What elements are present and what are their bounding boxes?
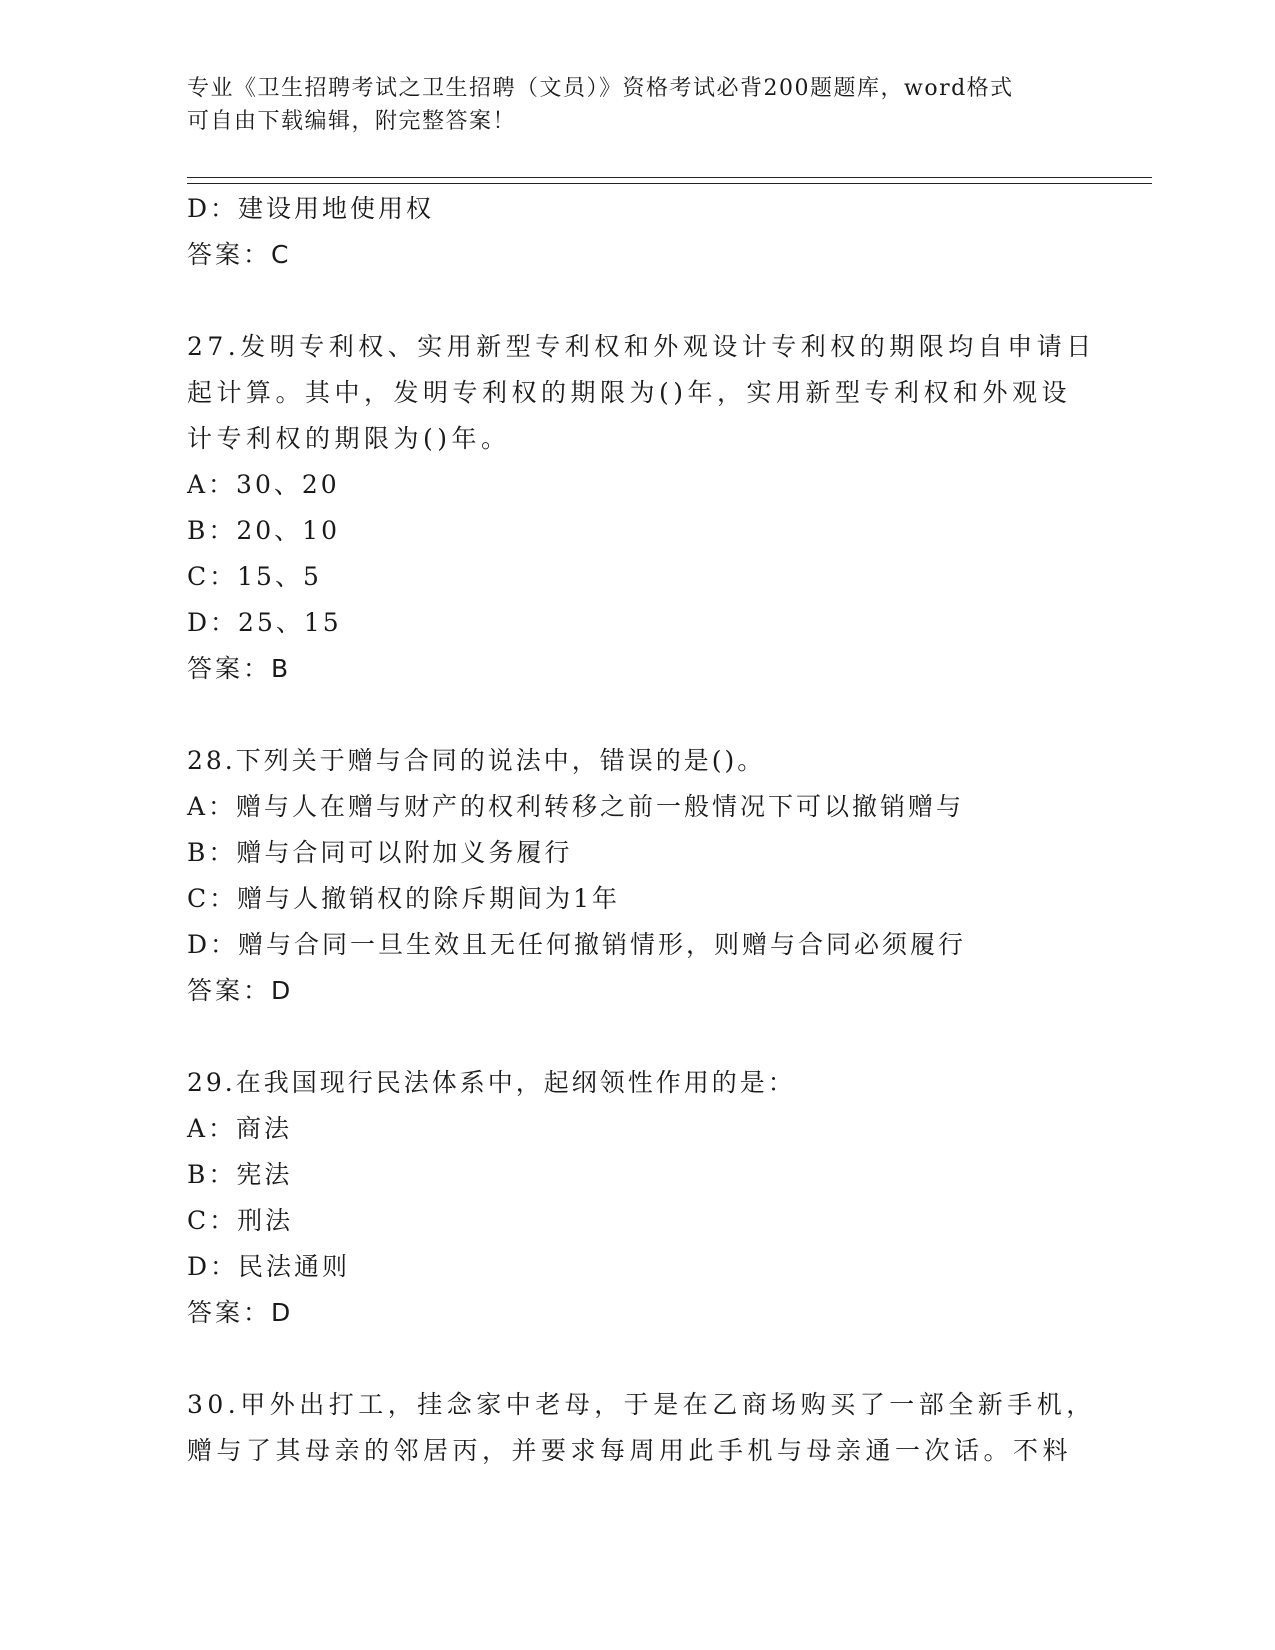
q29-stem: 29.在我国现行民法体系中，起纲领性作用的是： <box>187 1068 796 1097</box>
q28-answer: 答案：D <box>187 976 294 1005</box>
prev-answer: 答案：C <box>187 240 292 269</box>
question-gap <box>187 1014 1087 1060</box>
header-title-line-1: 专业《卫生招聘考试之卫生招聘（文员）》资格考试必背200题题库，word格式 <box>187 76 1014 101</box>
question-28 <box>187 738 1087 1014</box>
question-gap <box>187 1336 1087 1382</box>
q30-stem-line-2: 赠与了其母亲的邻居丙，并要求每周用此手机与母亲通一次话。不料 <box>187 1436 1073 1465</box>
q30-stem-line-1: 30.甲外出打工，挂念家中老母，于是在乙商场购买了一部全新手机， <box>187 1390 1096 1419</box>
q28-option-d: D：赠与合同一旦生效且无任何撤销情形，则赠与合同必须履行 <box>187 930 967 959</box>
q27-option-a: A：30、20 <box>187 470 340 499</box>
question-content <box>187 186 1096 1474</box>
header-divider-bottom <box>187 183 1152 184</box>
q27-answer: 答案：B <box>187 654 292 683</box>
q29-option-b: B：宪法 <box>187 1160 293 1189</box>
question-27 <box>187 324 1096 692</box>
q28-option-b: B：赠与合同可以附加义务履行 <box>187 838 573 867</box>
q29-option-d: D：民法通则 <box>187 1252 351 1281</box>
q29-option-c: C：刑法 <box>187 1206 294 1235</box>
q28-option-c: C：赠与人撤销权的除斥期间为1年 <box>187 884 621 913</box>
q27-option-c: C：15、5 <box>187 562 322 591</box>
prev-option-d: D：建设用地使用权 <box>187 194 435 223</box>
q29-answer: 答案：D <box>187 1298 294 1327</box>
q27-stem-line-3: 计专利权的期限为()年。 <box>187 424 511 453</box>
q28-stem: 28.下列关于赠与合同的说法中，错误的是()。 <box>187 746 766 775</box>
question-29 <box>187 1060 1087 1336</box>
q28-option-a: A：赠与人在赠与财产的权利转移之前一般情况下可以撤销赠与 <box>187 792 965 821</box>
header-divider-top <box>187 177 1152 178</box>
q27-option-b: B：20、10 <box>187 516 340 545</box>
q29-option-a: A：商法 <box>187 1114 293 1143</box>
q27-option-d: D：25、15 <box>187 608 342 637</box>
question-gap <box>187 278 1087 324</box>
header-title-line-2: 可自由下载编辑，附完整答案！ <box>187 109 517 134</box>
document-header <box>187 72 1067 138</box>
question-30 <box>187 1382 1096 1474</box>
question-gap <box>187 692 1087 738</box>
q27-stem-line-1: 27.发明专利权、实用新型专利权和外观设计专利权的期限均自申请日 <box>187 332 1096 361</box>
q27-stem-line-2: 起计算。其中，发明专利权的期限为()年，实用新型专利权和外观设 <box>187 378 1072 407</box>
